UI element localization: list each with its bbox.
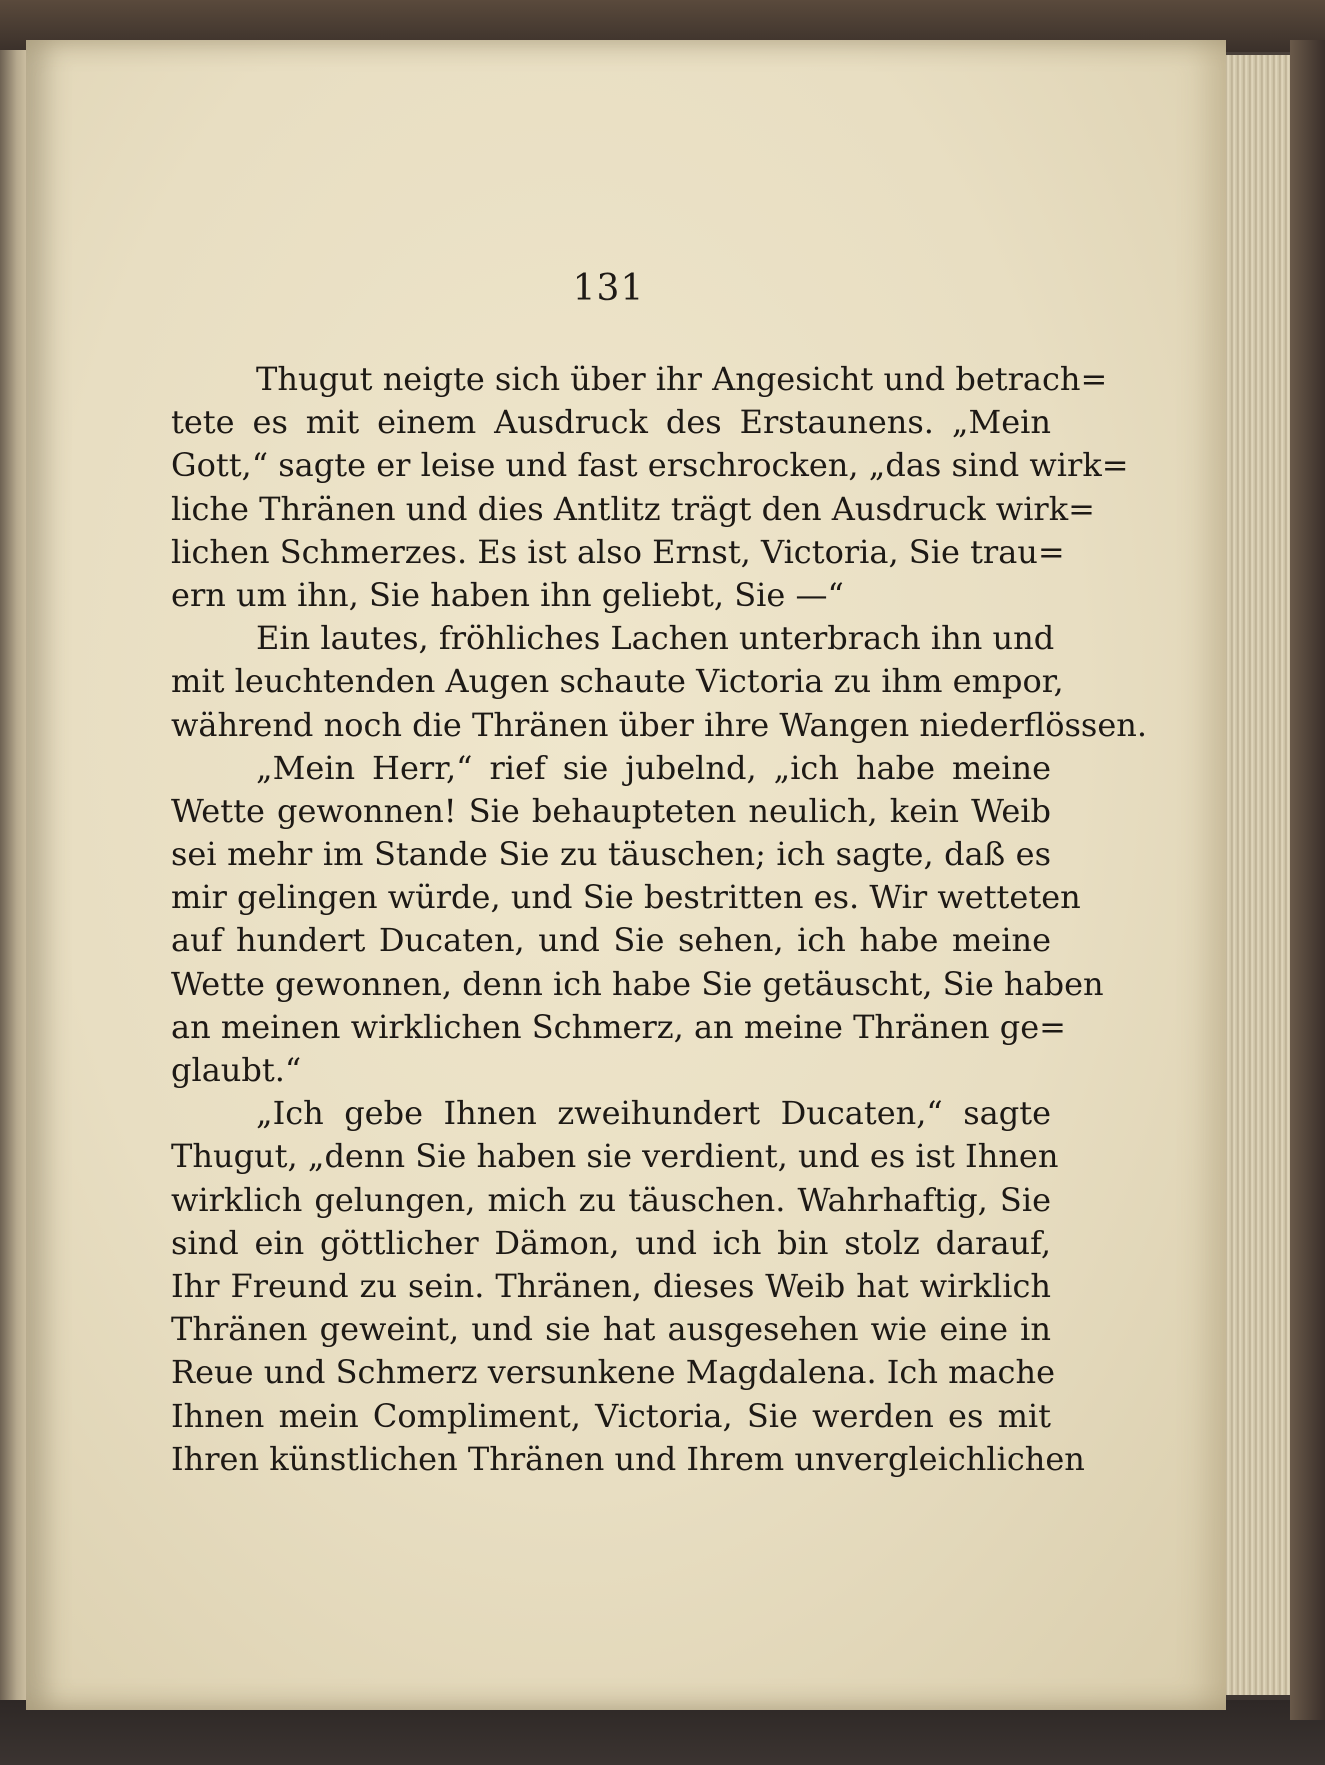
text-line: Ihr Freund zu sein. Thränen, dieses Weib hat wirklich <box>171 1266 1051 1305</box>
text-line: „Ich gebe Ihnen zweihundert Ducaten,“ sagte <box>256 1094 1051 1133</box>
text-line: lichen Schmerzes. Es ist also Ernst, Victoria, Sie trau= <box>171 532 1065 571</box>
page-number: 131 <box>572 268 645 309</box>
text-line: glaubt.“ <box>171 1051 302 1089</box>
text-line: Thränen geweint, und sie hat ausgesehen wie eine in <box>171 1310 1051 1349</box>
text-line: Ihren künstlichen Thränen und Ihrem unvergleichlichen <box>171 1439 1085 1478</box>
text-line: „Mein Herr,“ rief sie jubelnd, „ich habe meine <box>256 748 1051 787</box>
text-line: Thugut neigte sich über ihr Angesicht und betrach= <box>256 360 1108 398</box>
text-line: Ein lautes, fröhliches Lachen unterbrach ihn und <box>256 619 1055 658</box>
book-page <box>26 40 1226 1710</box>
text-line: sei mehr im Stande Sie zu täuschen; ich sagte, daß es <box>171 835 1051 874</box>
text-line: mir gelingen würde, und Sie bestritten es. Wir wetteten <box>171 878 1081 917</box>
text-line: Reue und Schmerz versunkene Magdalena. Ich mache <box>171 1353 1056 1392</box>
text-line: Thugut, „denn Sie haben sie verdient, und es ist Ihnen <box>171 1137 1059 1176</box>
text-line: Gott,“ sagte er leise und fast erschrocken, „das sind wirk= <box>171 446 1129 485</box>
text-line: tete es mit einem Ausdruck des Erstaunens. „Mein <box>171 403 1051 442</box>
text-line: mit leuchtenden Augen schaute Victoria zu ihm empor, <box>171 662 1064 701</box>
text-line: auf hundert Ducaten, und Sie sehen, ich habe meine <box>171 921 1051 960</box>
text-line: sind ein göttlicher Dämon, und ich bin stolz darauf, <box>171 1223 1051 1262</box>
text-line: liche Thränen und dies Antlitz trägt den Ausdruck wirk= <box>171 489 1095 528</box>
text-line: Ihnen mein Compliment, Victoria, Sie werden es mit <box>171 1396 1051 1435</box>
text-line: ern um ihn, Sie haben ihn geliebt, Sie —“ <box>171 575 844 614</box>
cover-edge <box>1290 40 1325 1720</box>
text-line: wirklich gelungen, mich zu täuschen. Wahrhaftig, Sie <box>171 1180 1051 1219</box>
text-line: Wette gewonnen! Sie behaupteten neulich, kein Weib <box>171 791 1051 830</box>
text-line: Wette gewonnen, denn ich habe Sie getäuscht, Sie haben <box>171 964 1104 1003</box>
body-text <box>171 358 1148 1481</box>
text-line: an meinen wirklichen Schmerz, an meine Thränen ge= <box>171 1007 1066 1046</box>
text-line: während noch die Thränen über ihre Wangen niederflössen. <box>171 705 1148 744</box>
left-page-edge <box>0 50 28 1700</box>
